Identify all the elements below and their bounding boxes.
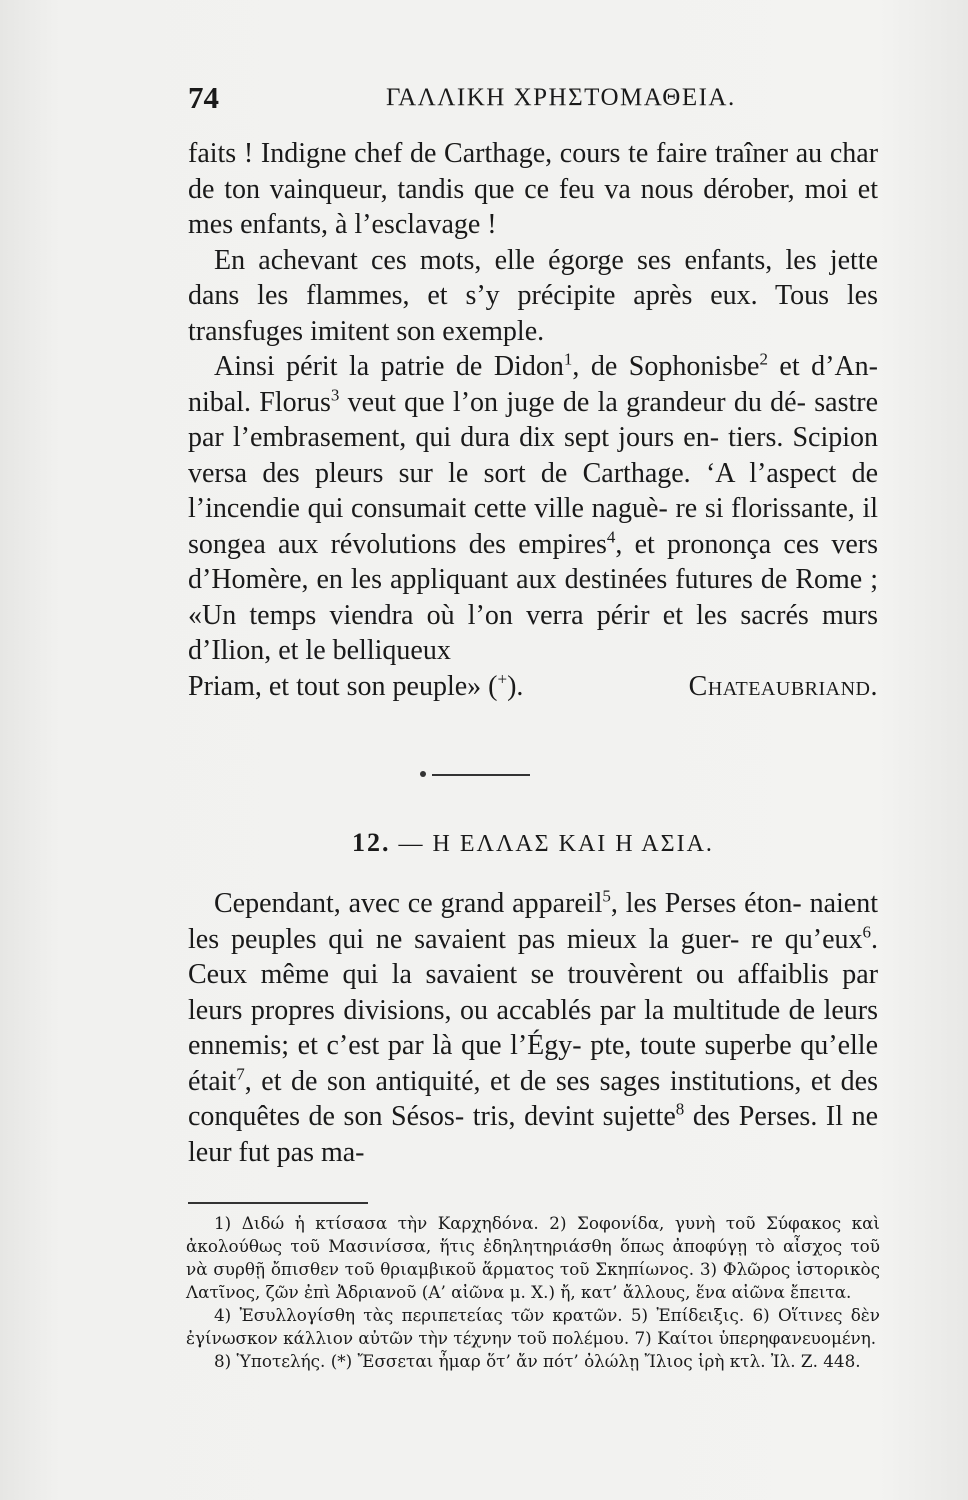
- closing-line: Priam, et tout son peuple» (+). Chateaubriand.: [188, 669, 878, 705]
- footnote-marker: 3: [330, 385, 340, 405]
- footnote-block: 8) Ὑποτελής. (*) Ἔσσεται ἦμαρ ὅτ’ ἄν πότ’ ὀλώλῃ Ἴλιος ἱρὴ κτλ. Ἰλ. Ζ. 448.: [214, 1351, 861, 1371]
- passage-chateaubriand: [188, 136, 878, 704]
- running-title: ΓΑΛΛΙΚΗ ΧΡΗΣΤΟΜΑΘΕΙΑ.: [386, 84, 736, 111]
- section-title: Η ΕΛΛΑΣ ΚΑΙ Η ΑΣΙΑ.: [432, 831, 714, 857]
- footnote-marker: 5: [602, 886, 611, 906]
- passage-greece-asia: [188, 886, 878, 1170]
- footnote-marker: 8: [675, 1099, 685, 1119]
- footnote-marker: 7: [236, 1064, 245, 1084]
- page-header: [188, 80, 878, 120]
- section-heading: 12. — Η ΕΛΛΑΣ ΚΑΙ Η ΑΣΙΑ.: [352, 828, 714, 857]
- author-signature: Chateaubriand.: [688, 670, 878, 702]
- footnote-marker: 6: [862, 922, 871, 942]
- footnotes: [186, 1212, 880, 1373]
- footnote-marker: 4: [606, 527, 616, 547]
- section-number: 12.: [352, 828, 391, 857]
- paragraph: faits ! Indigne chef de Carthage, cours te faire traîner au char de ton vainqueur, tandis que ce feu va nous dérober, moi et mes enfants, à l’esclavage !: [188, 138, 879, 240]
- paragraph: Cependant, avec ce grand appareil$^5$, les Perses éton- naient les peuples qui ne savaient pas mieux la guer- re qu’eux$^6$. Ceux même qui la savaient se trouvèrent ou affaiblis par leurs propres divisions, ou accablés par la multitude de leurs ennemis; et c’est par là que l’Égy- pte, toute superbe qu’elle était$^7$, et de son antiquité, et de ses sages institutions, et des conquêtes de son Sésos- tris, devint sujette$^8$ des Perses. Il ne leur fut pas ma-: [188, 886, 879, 1168]
- paragraph: Ainsi périt la patrie de Didon$^1$, de Sophonisbe$^2$ et d’An- nibal. Florus$^3$ veut que l’on juge de la grandeur du dé- sastre par l’embrasement, qui dura dix sept jours en- tiers. Scipion versa des pleurs sur le sort de Carthage. ‘A l’aspect de l’incendie qui consumait cette ville naguè- re si florissante, il songea aux révolutions des empires$^4$, et prononça ces vers d’Homère, en les appliquant aux destinées futures de Rome ; «Un temps viendra où l’on verra périr et les sacrés murs d’Ilion, et le belliqueux: [188, 349, 879, 666]
- footnote-block: 1) Διδώ ἡ κτίσασα τὴν Καρχηδόνα. 2) Σοφονίδα, γυνὴ τοῦ Σύφακος καὶ ἀκολούθως τοῦ Μασινίσσα, ἥτις ἐδηλητηριάσθη ὅπως ἀποφύγῃ τὸ αἶσχος τοῦ νὰ συρθῇ ὄπισθεν τοῦ θριαμβικοῦ ἅρματος τοῦ Σκηπίωνος. 3) Φλῶρος ἱστορικὸς Λατῖνος, ζῶν ἐπὶ Ἀδριανοῦ (Α’ αἰῶνα μ. Χ.) ἤ, κατ’ ἄλλους, ἕνα αἰῶνα ἔπειτα.: [186, 1213, 880, 1302]
- footnote-marker: +: [497, 669, 508, 689]
- footnote-marker: 2: [759, 349, 768, 369]
- footnote-block: 4) Ἐσυλλογίσθη τὰς περιπετείας τῶν κρατῶν. 5) Ἐπίδειξις. 6) Οἵτινες δὲν ἐγίνωσκον κάλλιον αὐτῶν τὴν τέχνην τοῦ πολέμου. 7) Καίτοι ὑπερηφανευομένη.: [186, 1305, 880, 1348]
- page-number: 74: [188, 80, 219, 115]
- section-divider: [420, 770, 530, 780]
- footnote-rule: [188, 1202, 368, 1204]
- footnote-marker: 1: [563, 349, 573, 369]
- paragraph: En achevant ces mots, elle égorge ses enfants, les jette dans les flammes, et s’y précipite après eux. Tous les transfuges imitent son exemple.: [188, 244, 879, 347]
